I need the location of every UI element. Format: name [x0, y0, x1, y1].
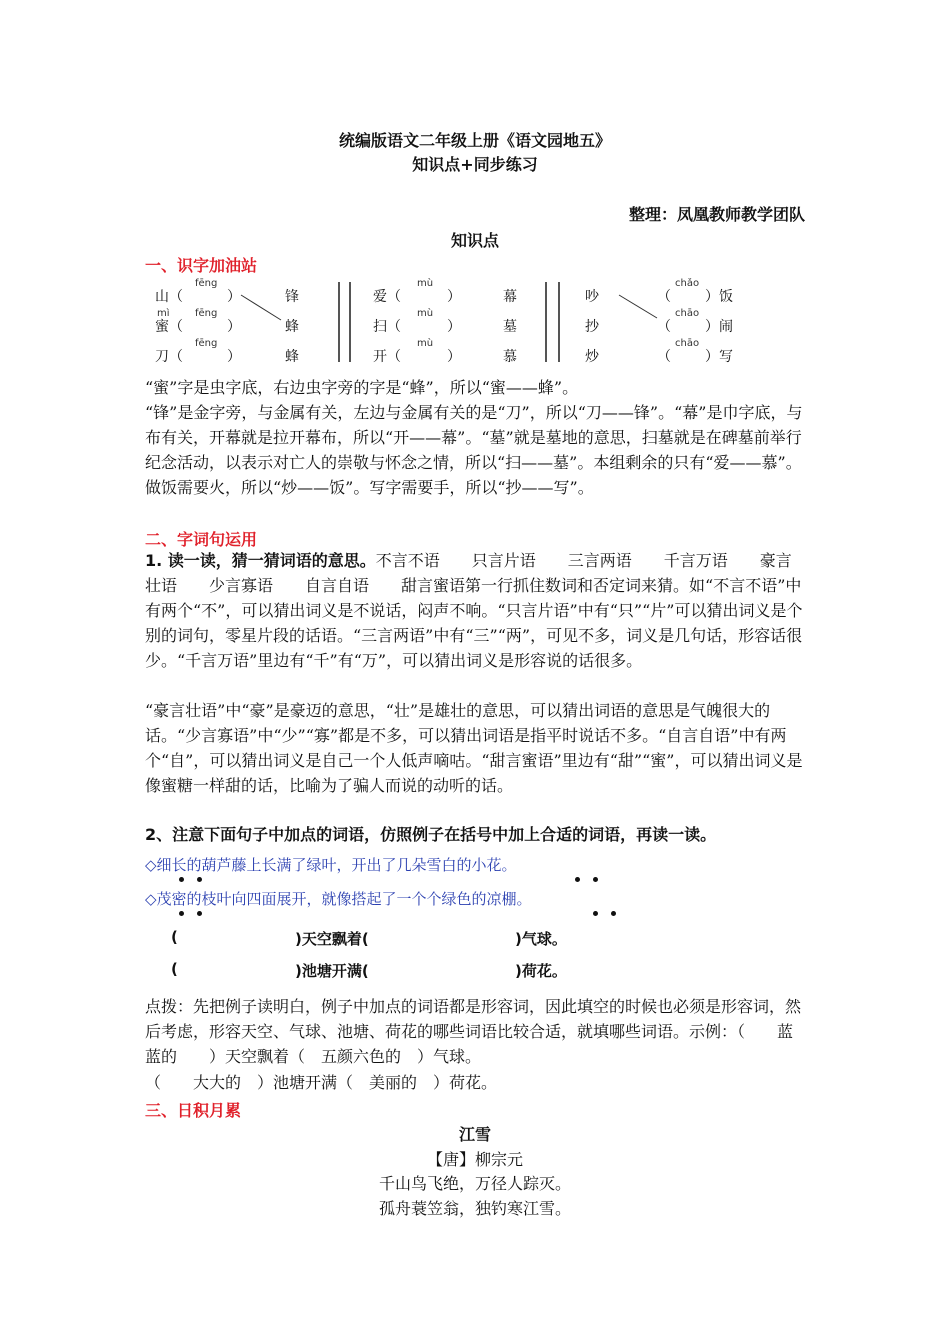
question-1-explanation: 第一行抓住数词和否定词来猜。如“不言不语”中有两个“不”，可以猜出词义是不说话，闷声不响。“只言片语”中有“只”“片”可以猜出词义是个别的词句，零星片段的话语。“三言两语”中有“三”“两”，可见不多，词义是几句话，形容话很少。“千言万语”里边有“千”有“万”，可以猜出词义是形容说的话很多。: [145, 576, 803, 670]
table-cell: ）: [447, 319, 461, 335]
blank-text: )气球。: [515, 930, 567, 948]
table-cell: ）: [447, 349, 461, 365]
table-cell: 锋: [285, 289, 299, 305]
table-cell: 扫（: [373, 319, 401, 335]
table-cell: 刀（: [155, 349, 183, 365]
table-cell: 蜂: [285, 349, 299, 365]
blank-open: (: [171, 960, 178, 978]
table-cell: （: [657, 319, 671, 335]
pinyin: mì: [157, 308, 170, 319]
hint-paragraph: （ 大大的 ）池塘开满（ 美丽的 ）荷花。: [145, 1073, 498, 1092]
table-cell: 抄: [585, 319, 599, 335]
table-cell: 蜜（: [155, 319, 183, 335]
document-title: 统编版语文二年级上册《语文园地五》: [338, 131, 611, 150]
divider: [338, 282, 340, 362]
poem-author: 【唐】柳宗元: [426, 1150, 523, 1169]
table-cell: 吵: [585, 289, 599, 305]
section-2-heading: 二、字词句运用: [145, 530, 258, 549]
pinyin: chāo: [675, 308, 700, 319]
table-cell: ）: [227, 319, 241, 335]
divider: [545, 282, 547, 362]
emphasis-dot: [179, 877, 184, 882]
hint-paragraph: 点拨：先把例子读明白，例子中加点的词语都是形容词，因此填空的时候也必须是形容词，然后考虑，形容天空、气球、池塘、荷花的哪些词语比较合适，就填哪些词语。示例：（ 蓝蓝的 ）天空飘着（ 五颜六色的 ）气球。: [145, 997, 802, 1066]
question-2-prompt: 2、注意下面句子中加点的词语，仿照例子在括号中加上合适的词语，再读一读。: [145, 825, 717, 844]
poem-line: 千山鸟飞绝，万径人踪灭。: [378, 1174, 571, 1193]
example-box: [145, 848, 685, 988]
blank-text: )荷花。: [515, 962, 567, 980]
divider: [558, 282, 560, 362]
author-credit: 整理：凤凰教师教学团队: [628, 205, 805, 224]
table-cell: 山（: [155, 289, 183, 305]
table-cell: 慕: [503, 349, 517, 365]
char-table: [145, 278, 755, 366]
divider: [349, 282, 351, 362]
table-cell: 幕: [503, 289, 517, 305]
table-cell: 爱（: [373, 289, 401, 305]
table-cell: ）写: [705, 349, 733, 365]
emphasis-dot: [593, 911, 598, 916]
emphasis-dot: [179, 911, 184, 916]
table-cell: （: [657, 289, 671, 305]
table-cell: ）饭: [705, 289, 733, 305]
section-3-heading: 三、日积月累: [145, 1101, 242, 1120]
pinyin: fēng: [195, 278, 218, 289]
paragraph: “锋”是金字旁，与金属有关，左边与金属有关的是“刀”，所以“刀——锋”。“幕”是巾字底，与布有关，开幕就是拉开幕布，所以“开——幕”。“墓”就是墓地的意思，扫墓就是在碑墓前举行纪念活动，以表示对亡人的崇敬与怀念之情，所以“扫——墓”。本组剩余的只有“爱——慕”。做饭需要火，所以“炒——饭”。写字需要手，所以“抄——写”。: [145, 403, 803, 497]
table-cell: 蜂: [285, 319, 299, 335]
emphasis-dot: [593, 877, 598, 882]
pinyin: fēng: [195, 308, 218, 319]
paragraph: “蜜”字是虫字底，右边虫字旁的字是“蜂”，所以“蜜——蜂”。: [145, 378, 579, 397]
pinyin: chǎo: [675, 278, 700, 289]
question-1-words: 不言不语 只言片语 三言两语 千言万语 豪言壮语 少言寡语 自言自语 甜言蜜语: [145, 551, 792, 595]
poem-line: 孤舟蓑笠翁，独钓寒江雪。: [378, 1199, 571, 1218]
pinyin: mù: [417, 338, 434, 349]
pinyin: fēng: [195, 338, 218, 349]
emphasis-dot: [575, 877, 580, 882]
table-cell: ）: [447, 289, 461, 305]
question-1-prompt: 1. 读一读，猜一猜词语的意思。: [145, 551, 376, 570]
table-cell: ）: [227, 349, 241, 365]
document-subtitle: 知识点+同步练习: [412, 155, 538, 174]
emphasis-dot: [197, 911, 202, 916]
section-subtitle: 知识点: [450, 231, 499, 250]
poem-title: 江雪: [458, 1125, 491, 1144]
example-sentence-2: ◇茂密的枝叶向四面展开，就像搭起了一个个绿色的凉棚。: [145, 890, 532, 908]
emphasis-dot: [197, 877, 202, 882]
emphasis-dot: [611, 911, 616, 916]
table-cell: 开（: [373, 349, 401, 365]
question-1: [145, 548, 807, 673]
question-2: [145, 822, 825, 847]
table-cell: 墓: [503, 319, 517, 335]
section-1-heading: 一、识字加油站: [145, 256, 258, 275]
pinyin: chāo: [675, 338, 700, 349]
table-cell: （: [657, 349, 671, 365]
table-cell: ）: [227, 289, 241, 305]
pinyin: mù: [417, 308, 434, 319]
example-sentence-1: ◇细长的葫芦藤上长满了绿叶，开出了几朵雪白的小花。: [145, 856, 517, 874]
pinyin: mù: [417, 278, 434, 289]
table-cell: 炒: [585, 349, 599, 365]
blank-text: )天空飘着(: [295, 930, 369, 948]
blank-text: )池塘开满(: [295, 962, 369, 980]
paragraph: “豪言壮语”中“豪”是豪迈的意思，“壮”是雄壮的意思，可以猜出词语的意思是气魄很大的话。“少言寡语”中“少”“寡”都是不多，可以猜出词语是指平时说话不多。“自言自语”中有两个“自”，可以猜出词义是自己一个人低声嘀咕。“甜言蜜语”里边有“甜”“蜜”，可以猜出词义是像蜜糖一样甜的话，比喻为了骗人而说的动听的话。: [145, 701, 803, 795]
table-cell: ）闹: [705, 319, 733, 335]
blank-open: (: [171, 928, 178, 946]
